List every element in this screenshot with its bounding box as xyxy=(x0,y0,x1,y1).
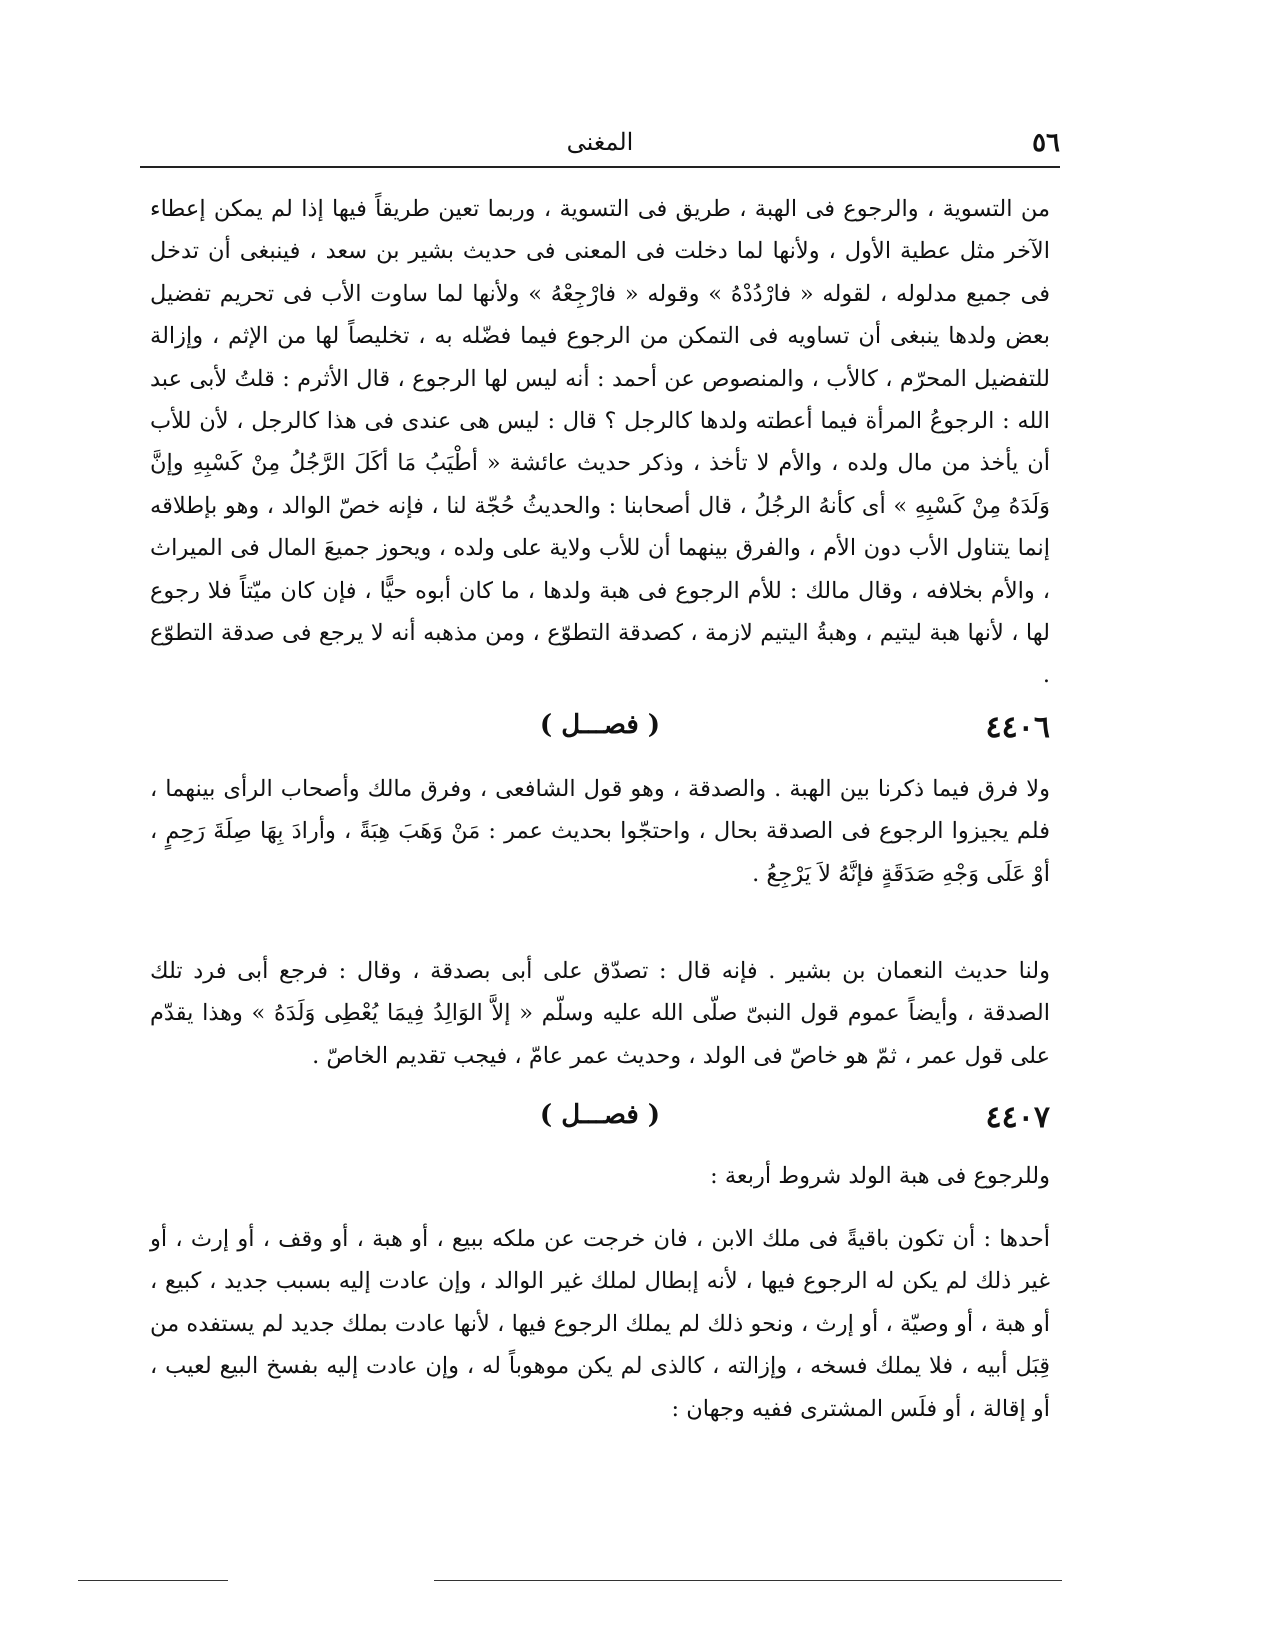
paragraph-continuation: من التسوية ، والرجوع فى الهبة ، طريق فى التسوية ، وربما تعين طريقاً فيها إذا لم يمكن إعطاء الآخر مثل عطية الأول ، ولأنها لما دخلت فى المعنى فى حديث بشير بن سعد ، فينبغى أن تدخل فى جميع مدلوله ، لقوله « فارْدُدْهُ » وقوله « فارْجِعْهُ » ولأنها لما ساوت الأب فى تحريم تفضيل بعض ولدها ينبغى أن تساويه فى التمكن من الرجوع فيما فضّله به ، تخليصاً لها من الإثم ، وإزالة للتفضيل المحرّم ، كالأب ، والمنصوص عن أحمد : أنه ليس لها الرجوع ، قال الأثرم : قلتُ لأبى عبد الله : الرجوعُ المرأة فيما أعطته ولدها كالرجل ؟ قال : ليس هى عندى فى هذا كالرجل ، لأن للأب أن يأخذ من مال ولده ، والأم لا تأخذ ، وذكر حديث عائشة « أطْيَبُ مَا أكَلَ الرَّجُلُ مِنْ كَسْبِهِ وإنَّ وَلَدَهُ مِنْ كَسْبِهِ » أى كأنهُ الرجُلُ ، قال أصحابنا : والحديثُ حُجّة لنا ، فإنه خصّ الوالد ، وهو بإطلاقه إنما يتناول الأب دون الأم ، والفرق بينهما أن للأب ولاية على ولده ، ويحوز جميعَ المال فى الميراث ، والأم بخلافه ، وقال مالك : للأم الرجوع فى هبة ولدها ، ما كان أبوه حيًّا ، فإن كان ميّتاً فلا رجوع لها ، لأنها هبة ليتيم ، وهبةُ اليتيم لازمة ، كصدقة التطوّع ، ومن مذهبه أنه لا يرجع فى صدقة التطوّع . xyxy=(150,196,1050,689)
header-rule xyxy=(140,166,1060,168)
footnote-rule-right xyxy=(434,1580,1062,1581)
running-title: المغنى xyxy=(566,128,634,156)
page-number: ٥٦ xyxy=(1032,128,1060,158)
section-4406-paragraph-1: ولا فرق فيما ذكرنا بين الهبة . والصدقة ، وهو قول الشافعى ، وفرق مالك وأصحاب الرأى بينهما ، فلم يجيزوا الرجوع فى الصدقة بحال ، واحتجّوا بحديث عمر : مَنْ وَهَبَ هِبَةً ، وأرادَ بِهَا صِلَةَ رَحِمٍ ، أوْ عَلَى وَجْهِ صَدَقَةٍ فإنَّهُ لاَ يَرْجِعُ . xyxy=(150,776,1050,887)
section-title: ( فصـــل ) xyxy=(539,1100,661,1130)
section-4407-paragraph-1: وللرجوع فى هبة الولد شروط أربعة : xyxy=(710,1163,1050,1189)
section-heading-4406 xyxy=(150,710,1050,758)
section-number: ٤٤٠٦ xyxy=(985,710,1050,745)
page-header xyxy=(140,118,1060,166)
footnote-rule-left xyxy=(78,1580,228,1581)
section-4407-paragraph-2: أحدها : أن تكون باقيةً فى ملك الابن ، فان خرجت عن ملكه ببيع ، أو هبة ، أو وقف ، أو إرث ، أو غير ذلك لم يكن له الرجوع فيها ، لأنه إبطال لملك غير الوالد ، وإن عادت إليه بسبب جديد ، كبيع ، أو هبة ، أو وصيّة ، أو إرث ، ونحو ذلك لم يملك الرجوع فيها ، لأنها عادت بملك جديد لم يستفده من قِبَل أبيه ، فلا يملك فسخه ، وإزالته ، كالذى لم يكن موهوباً له ، وإن عادت إليه بفسخ البيع لعيب ، أو إقالة ، أو فلَس المشترى ففيه وجهان : xyxy=(150,1226,1050,1422)
section-number: ٤٤٠٧ xyxy=(985,1100,1050,1135)
section-4406-paragraph-2: ولنا حديث النعمان بن بشير . فإنه قال : تصدّق على أبى بصدقة ، وقال : فرجع أبى فرد تلك الصدقة ، وأيضاً عموم قول النبىّ صلّى الله عليه وسلّم « إلاَّ الوَالِدُ فِيمَا يُعْطِى وَلَدَهُ » وهذا يقدّم على قول عمر ، ثمّ هو خاصّ فى الولد ، وحديث عمر عامّ ، فيجب تقديم الخاصّ . xyxy=(150,958,1050,1069)
section-heading-4407 xyxy=(150,1100,1050,1148)
section-title: ( فصـــل ) xyxy=(539,710,661,740)
